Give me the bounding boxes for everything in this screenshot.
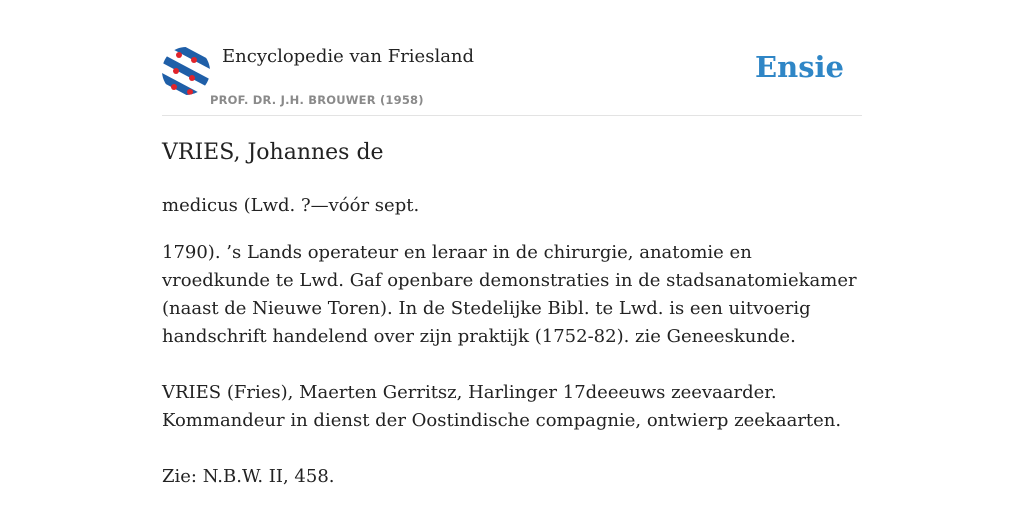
header	[162, 0, 862, 116]
entry-paragraph: medicus (Lwd. ?—vóór sept.	[162, 195, 420, 216]
header-divider	[162, 115, 862, 116]
entry-paragraph: VRIES (Fries), Maerten Gerritsz, Harlinger 17deeeuws zeevaarder. Kommandeur in dienst der Oostindische compagnie, ontwierp zeekaarten.	[162, 382, 842, 431]
entry-paragraph: Zie: N.B.W. II, 458.	[162, 466, 335, 487]
entry-paragraph: 1790). ’s Lands operateur en leraar in de chirurgie, anatomie en vroedkunde te Lwd. Gaf openbare demonstraties in de stadsanatomiekamer (naast de Nieuwe Toren). In de Stedelijke Bibl. te Lwd. is een uitvoerig handschrift handelend over zijn praktijk (1752-82). zie Geneeskunde.	[162, 242, 857, 347]
brand-logo[interactable]: Ensie	[755, 50, 844, 84]
entry-title: VRIES, Johannes de	[162, 140, 384, 165]
source-credit: PROF. DR. J.H. BROUWER (1958)	[210, 93, 424, 107]
page-card	[162, 0, 862, 512]
site-title[interactable]: Encyclopedie van Friesland	[222, 46, 475, 67]
frisian-flag-icon[interactable]	[162, 47, 210, 95]
